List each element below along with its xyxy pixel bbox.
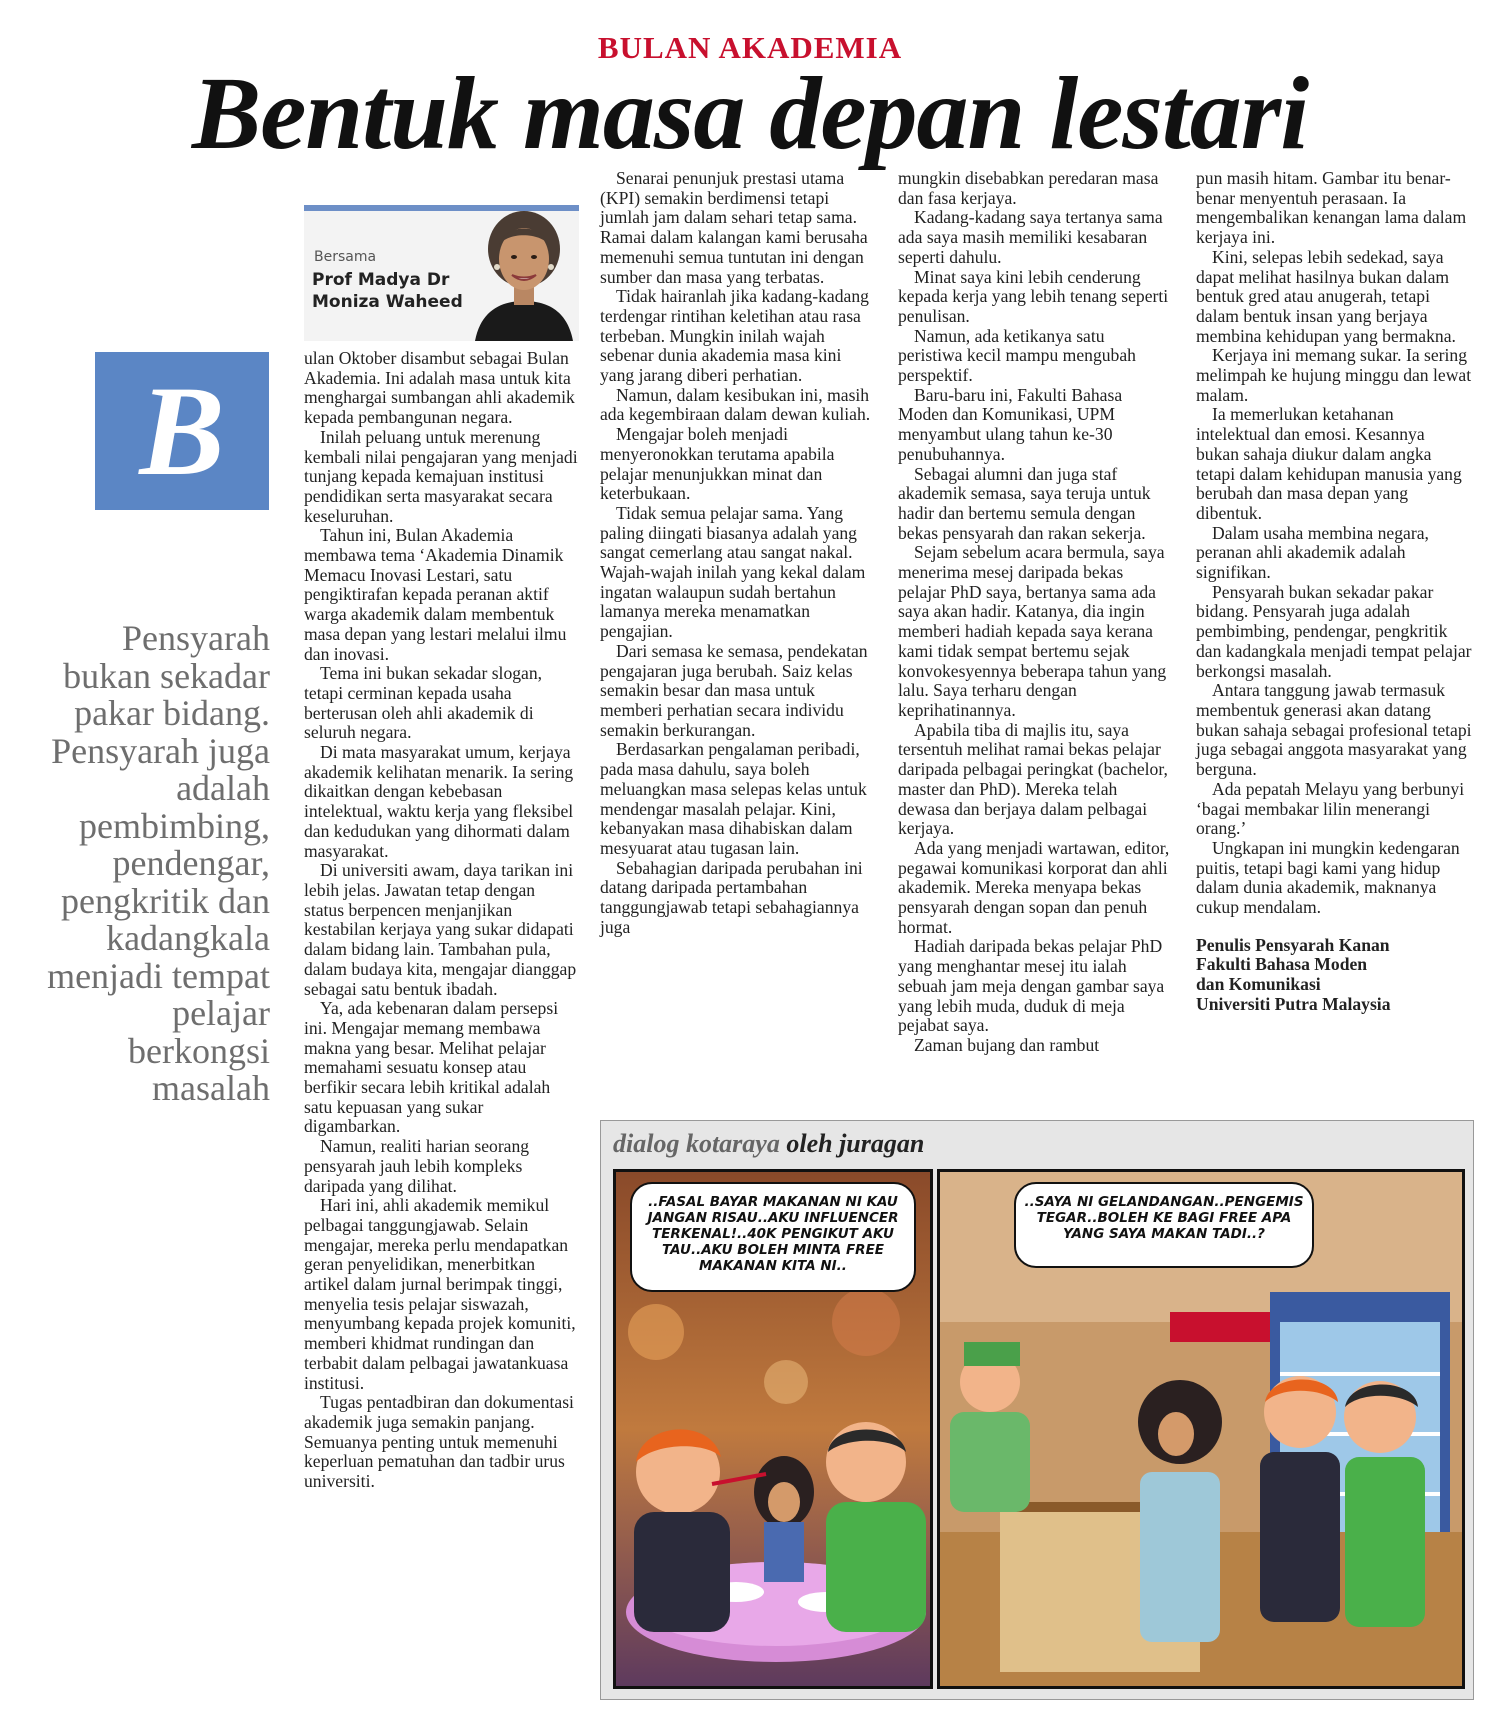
paragraph: Namun, realiti harian seorang pensyarah jauh lebih kompleks daripada yang dilihat. bbox=[304, 1136, 530, 1196]
author-name-line1: Prof Madya Dr bbox=[312, 270, 450, 290]
paragraph: Tahun ini, Bulan Akademia membawa tema ‘Akademia Dinamik Memacu Inovasi Lestari, satu pengiktirafan kepada peranan aktif warga akademik dalam membentuk masa depan yang lestari melalui ilmu dan inovasi. bbox=[304, 525, 567, 664]
author-name-line2: Moniza Waheed bbox=[312, 292, 463, 312]
byline-box bbox=[304, 205, 579, 341]
paragraph: Ungkapan ini mungkin kedengaran puitis, tetapi bagi kami yang hidup dalam dunia akademik, maknanya cukup mendalam. bbox=[1196, 837, 1460, 918]
paragraph: Tidak hairanlah jika kadang-kadang terdengar rintihan keletihan atau rasa terbeban. Mungkin inilah wajah sebenar dunia akademia masa kini yang jarang diberi perhatian. bbox=[600, 286, 869, 386]
paragraph: Dalam usaha membina negara, peranan ahli akademik adalah signifikan. bbox=[1196, 522, 1429, 583]
paragraph: Ada pepatah Melayu yang berbunyi ‘bagai membakar lilin menerangi orang.’ bbox=[1196, 778, 1465, 839]
paragraph: Zaman bujang dan rambut bbox=[914, 1034, 1100, 1055]
cartoon-panel-restaurant bbox=[613, 1169, 933, 1689]
paragraph: Mengajar boleh menjadi menyeronokkan terutama apabila pelajar menunjukkan minat dan keterbukaan. bbox=[600, 424, 835, 504]
paragraph: Ada yang menjadi wartawan, editor, pegawai komunikasi korporat dan ahli akademik. Mereka menyapa bekas pensyarah dengan sopan dan penuh hormat. bbox=[898, 837, 1170, 937]
author-portrait bbox=[469, 205, 579, 341]
paragraph: Kadang-kadang saya tertanya sama ada saya masih memiliki kesabaran seperti dahulu. bbox=[898, 207, 1163, 267]
author-name bbox=[312, 269, 463, 313]
signoff-line: Fakulti Bahasa Moden bbox=[1196, 954, 1368, 975]
paragraph: Ia memerlukan ketahanan intelektual dan emosi. Kesannya bukan sahaja diukur dalam angka tetapi dalam kehidupan manusia yang berubah dan masa depan yang dibentuk. bbox=[1196, 404, 1462, 523]
paragraph: Baru-baru ini, Fakulti Bahasa Moden dan Komunikasi, UPM menyambut ulang tahun ke-30 penubuhannya. bbox=[898, 384, 1123, 464]
paragraph: Namun, ada ketikanya satu peristiwa kecil mampu mengubah perspektif. bbox=[898, 325, 1136, 386]
cartoon-title-series: dialog kotaraya bbox=[613, 1129, 780, 1158]
article-column-3 bbox=[898, 169, 1170, 1056]
speech-bubble-influencer: ..FASAL BAYAR MAKANAN NI KAU JANGAN RISAU..AKU INFLUENCER TERKENAL!..40K PENGIKUT AKU TAU..AKU BOLEH MINTA FREE MAKANAN KITA NI.. bbox=[630, 1182, 916, 1292]
headline: Bentuk masa depan lestari bbox=[191, 56, 1309, 171]
pull-quote: Pensyarah bukan sekadar pakar bidang. Pensyarah juga adalah pembimbing, pendengar, pengkritik dan kadangkala menjadi tempat pelajar berkongsi masalah bbox=[47, 618, 270, 1108]
paragraph: Sebahagian daripada perubahan ini datang daripada pertambahan tanggungjawab tetapi sebahagiannya juga bbox=[600, 857, 863, 937]
paragraph: Tidak semua pelajar sama. Yang paling diingati biasanya adalah yang sangat cemerlang atau sangat nakal. Wajah-wajah inilah yang kekal dalam ingatan walaupun sudah bertahun lamanya mereka menamatkan pengajian. bbox=[600, 502, 866, 642]
paragraph: Minat saya kini lebih cenderung kepada kerja yang lebih tenang seperti penulisan. bbox=[898, 266, 1169, 326]
kicker: BULAN AKADEMIA bbox=[597, 30, 903, 65]
paragraph: Antara tanggung jawab termasuk membentuk generasi akan datang bukan sahaja sebagai profesional tetapi juga sebagai anggota masyarakat yang berguna. bbox=[1196, 680, 1472, 780]
paragraph: Dari semasa ke semasa, pendekatan pengajaran juga berubah. Saiz kelas semakin besar dan masa untuk memberi perhatian secara individu semakin berkurangan. bbox=[600, 640, 868, 740]
paragraph: Tema ini bukan sekadar slogan, tetapi cerminan kepada usaha berterusan oleh ahli akademik di seluruh negara. bbox=[304, 663, 543, 743]
cartoon-title bbox=[613, 1129, 924, 1159]
article-column-2 bbox=[600, 169, 872, 937]
paragraph: Hari ini, ahli akademik memikul pelbagai tanggungjawab. Selain mengajar, mereka perlu mendapatkan geran penyelidikan, menerbitkan artikel dalam jurnal berimpak tinggi, menyelia tesis pelajar siswazah, menyumbang kepada projek komuniti, memberi khidmat rundingan dan terbabit dalam pelbagai jawatankuasa institusi. bbox=[304, 1195, 576, 1393]
cartoon-panel-shop bbox=[937, 1169, 1465, 1689]
author-signoff bbox=[1196, 936, 1472, 1015]
paragraph: Senarai penunjuk prestasi utama (KPI) semakin berdimensi tetapi jumlah jam dalam sehari tetap sama. Ramai dalam kalangan kami berusaha memenuhi semua tuntutan ini dengan sumber dan masa yang terbatas. bbox=[600, 168, 868, 287]
cartoon-title-author: oleh juragan bbox=[786, 1129, 925, 1158]
paragraph: Inilah peluang untuk merenung kembali nilai pengajaran yang menjadi tunjang kepada kemajuan institusi pendidikan serta masyarakat secara keseluruhan. bbox=[304, 426, 578, 526]
paragraph: Ya, ada kebenaran dalam persepsi ini. Mengajar memang membawa makna yang besar. Melihat pelajar memahami sesuatu konsep atau berfikir secara lebih kritikal adalah satu kepuasan yang sukar digambarkan. bbox=[304, 998, 559, 1137]
paragraph: Apabila tiba di majlis itu, saya tersentuh melihat ramai bekas pelajar daripada pelbagai peringkat (bachelor, master dan PhD). Mereka telah dewasa dan berjaya dalam pelbagai kerjaya. bbox=[898, 719, 1168, 839]
paragraph: Namun, dalam kesibukan ini, masih ada kegembiraan dalam dewan kuliah. bbox=[600, 384, 871, 425]
byline-label: Bersama bbox=[314, 249, 377, 265]
signoff-line: Penulis Pensyarah Kanan bbox=[1196, 934, 1390, 955]
signoff-line: dan Komunikasi bbox=[1196, 974, 1321, 995]
drop-cap: B bbox=[95, 352, 269, 510]
speech-bubble-beggar: ..SAYA NI GELANDANGAN..PENGEMIS TEGAR..BOLEH KE BAGI FREE APA YANG SAYA MAKAN TADI..? bbox=[1014, 1182, 1314, 1268]
cartoon-strip bbox=[600, 1120, 1474, 1700]
paragraph: Sebagai alumni dan juga staf akademik semasa, saya teruja untuk hadir dan bertemu semula dengan bekas pensyarah dan rakan sekerja. bbox=[898, 463, 1151, 543]
paragraph: mungkin disebabkan peredaran masa dan fasa kerjaya. bbox=[898, 168, 1159, 208]
paragraph: Kerjaya ini memang sukar. Ia sering melimpah ke hujung minggu dan lewat malam. bbox=[1196, 345, 1472, 405]
article-column-4 bbox=[1196, 169, 1472, 1015]
paragraph: Sejam sebelum acara bermula, saya menerima mesej daripada bekas pelajar PhD saya, bertanya sama ada saya akan hadir. Katanya, dia ingin memberi hadiah kepada saya kerana kami tidak sempat bertemu sejak konvokesyennya beberapa tahun yang lalu. Saya terharu dengan keprihatinannya. bbox=[898, 542, 1167, 720]
signoff-line: Universiti Putra Malaysia bbox=[1196, 993, 1391, 1014]
paragraph: Pensyarah bukan sekadar pakar bidang. Pensyarah juga adalah pembimbing, pendengar, pengkritik dan kadangkala menjadi tempat pelajar berkongsi masalah. bbox=[1196, 581, 1472, 681]
paragraph: Kini, selepas lebih sedekad, saya dapat melihat hasilnya bukan dalam bentuk gred atau anugerah, tetapi dalam bentuk insan yang berjaya membina kehidupan yang bermakna. bbox=[1196, 246, 1456, 346]
paragraph: pun masih hitam. Gambar itu benar-benar menyentuh perasaan. Ia mengembalikan kenangan lama dalam kerjaya ini. bbox=[1196, 168, 1467, 248]
article-column-1 bbox=[304, 349, 579, 1492]
paragraph: Berdasarkan pengalaman peribadi, pada masa dahulu, saya boleh meluangkan masa selepas kelas untuk mendengar masalah pelajar. Kini, kebanyakan masa dihabiskan dalam mesyuarat atau tugasan lain. bbox=[600, 739, 867, 858]
paragraph: ulan Oktober disambut sebagai Bulan Akademia. Ini adalah masa untuk kita menghargai sumbangan ahli akademik kepada pembangunan negara. bbox=[304, 348, 575, 428]
paragraph: Tugas pentadbiran dan dokumentasi akademik juga semakin panjang. Semuanya penting untuk memenuhi keperluan pematuhan dan tadbir urus universiti. bbox=[304, 1392, 574, 1492]
paragraph: Hadiah daripada bekas pelajar PhD yang menghantar mesej itu ialah sebuah jam meja dengan gambar saya yang lebih muda, duduk di meja pejabat saya. bbox=[898, 936, 1165, 1036]
paragraph: Di mata masyarakat umum, kerjaya akademik kelihatan menarik. Ia sering dikaitkan dengan kebebasan intelektual, waktu kerja yang fleksibel dan kedudukan yang dihormati dalam masyarakat. bbox=[304, 742, 574, 861]
paragraph: Di universiti awam, daya tarikan ini lebih jelas. Jawatan tetap dengan status berpencen menjanjikan kestabilan kerjaya yang sukar didapati dalam bidang lain. Tambahan pula, dalam budaya kita, mengajar dianggap sebagai satu bentuk ibadah. bbox=[304, 860, 577, 999]
